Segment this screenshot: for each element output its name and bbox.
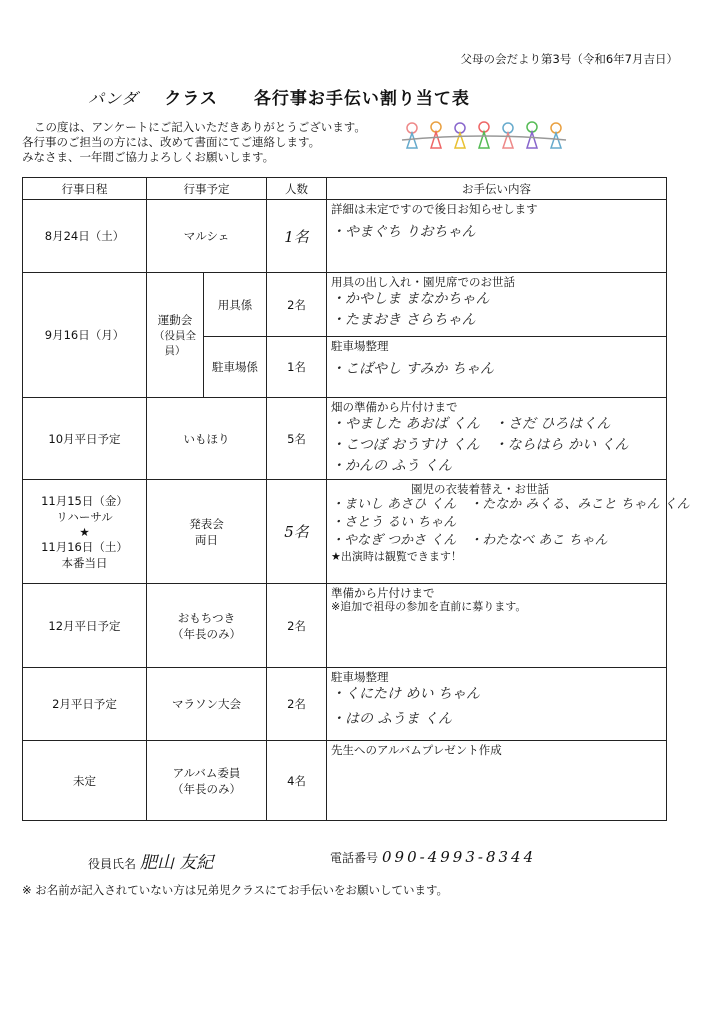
row-task [327, 584, 667, 668]
handwritten-name: ・まいし あさひ くん ・たなか みくる、みこと ちゃん くん [331, 497, 690, 512]
event-name: 発表会 [189, 516, 224, 531]
title-main: 各行事お手伝い割り当て表 [253, 89, 470, 109]
event-sub: 両日 [195, 532, 218, 547]
task-label: 準備から片付けまで [331, 586, 435, 600]
event-sub: （年長のみ） [172, 626, 241, 641]
row-task [327, 337, 667, 398]
row-date: 未定 [23, 741, 147, 821]
header-date: 行事日程 [23, 178, 147, 200]
row-task [327, 273, 667, 337]
table-row [23, 273, 667, 337]
event-name: おもちつき [177, 610, 236, 625]
handwritten-name: ・たまおき さらちゃん [331, 312, 476, 328]
children-illustration [398, 118, 570, 156]
task-label: 用具の出し入れ・園児席でのお世話 [331, 275, 515, 289]
task-label: 畑の準備から片付けまで [331, 400, 458, 414]
handwritten-name: ・やなぎ つかさ くん ・わたなべ あこ ちゃん [331, 533, 608, 548]
child-figure [402, 122, 566, 148]
row-event: マラソン大会 [147, 668, 267, 741]
viewing-note: ★出演時は観覧できます！ [331, 550, 462, 563]
row-date: 9月16日（月） [23, 273, 147, 398]
row-event [147, 741, 267, 821]
row-count: 5名 [267, 480, 327, 584]
table-row [23, 200, 667, 273]
row-role: 用具係 [204, 273, 267, 337]
date-line: 11月15日（金） [41, 493, 128, 508]
row-event: いもほり [147, 398, 267, 480]
table-row [23, 741, 667, 821]
class-label: クラス [164, 89, 218, 109]
row-count: 5名 [267, 398, 327, 480]
handwritten-name: ・はの ふうま くん [331, 711, 452, 727]
row-event [147, 480, 267, 584]
handwritten-name: ・さとう るい ちゃん [331, 515, 457, 530]
header-task: お手伝い内容 [327, 178, 667, 200]
handwritten-name: ・くにたけ めい ちゃん [331, 686, 480, 702]
row-count: 2名 [267, 668, 327, 741]
event-name: アルバム委員 [172, 765, 241, 780]
officer-name: 肥山 友紀 [140, 853, 214, 873]
row-date: 12月平日予定 [23, 584, 147, 668]
assignment-table [22, 177, 690, 821]
handwritten-name: ・かやしま まなかちゃん [331, 291, 490, 307]
task-label: 駐車場整理 [331, 339, 389, 353]
row-task [327, 200, 667, 273]
phone-number: 090-4993-8344 [382, 848, 537, 866]
row-task [327, 741, 667, 821]
row-event [147, 273, 204, 398]
intro-text [22, 120, 366, 165]
date-line: 11月16日（土） [41, 539, 128, 554]
star-icon: ★ [79, 524, 90, 539]
table-row [23, 584, 667, 668]
date-line: 本番当日 [61, 555, 108, 570]
page-title [88, 84, 470, 109]
row-date [23, 480, 147, 584]
class-name-handwritten: パンダ [88, 89, 139, 108]
intro-line-3: みなさま、一年間ご協力よろしくお願いします。 [22, 150, 275, 164]
event-name: 運動会 [157, 313, 193, 327]
event-sub: （役員全員） [154, 330, 196, 357]
row-count: 4名 [267, 741, 327, 821]
officer-signature [88, 848, 213, 873]
task-label: 駐車場整理 [331, 670, 389, 684]
header-row [23, 178, 667, 200]
event-sub: （年長のみ） [172, 781, 241, 796]
row-count: 1名 [267, 337, 327, 398]
handwritten-name: ・かんの ふう くん [331, 458, 452, 474]
row-date: 10月平日予定 [23, 398, 147, 480]
handwritten-name: ・こつぼ おうすけ くん ・ならはら かい くん [331, 437, 629, 453]
header-count: 人数 [267, 178, 327, 200]
table-row [23, 398, 667, 480]
task-label: 詳細は未定ですので後日お知らせします [331, 202, 538, 216]
header-event: 行事予定 [147, 178, 267, 200]
grandmother-note: ※追加で祖母の参加を直前に募ります。 [331, 600, 527, 613]
officer-label: 役員氏名 [88, 857, 137, 871]
date-line: リハーサル [56, 509, 113, 524]
table-row [23, 668, 667, 741]
row-count: 1名 [267, 200, 327, 273]
intro-line-2: 各行事のご担当の方には、改めて書面にてご連絡します。 [22, 135, 321, 149]
issue-line: 父母の会だより第3号（令和6年7月吉日） [460, 52, 678, 66]
intro-line-1: この度は、アンケートにご記入いただきありがとうございます。 [34, 120, 366, 134]
table-row [23, 480, 667, 584]
handwritten-name: ・やまぐち りおちゃん [331, 224, 476, 240]
row-date: 8月24日（土） [23, 200, 147, 273]
row-task [327, 398, 667, 480]
footer-note: ※ お名前が記入されていない方は兄弟児クラスにてお手伝いをお願いしています。 [22, 883, 449, 897]
row-count: 2名 [267, 273, 327, 337]
handwritten-name: ・こばやし すみか ちゃん [331, 361, 494, 377]
row-date: 2月平日予定 [23, 668, 147, 741]
row-count: 2名 [267, 584, 327, 668]
row-event [147, 584, 267, 668]
row-event: マルシェ [147, 200, 267, 273]
task-label: 先生へのアルバムプレゼント作成 [331, 743, 502, 757]
handwritten-name: ・やました あおば くん ・さだ ひろはくん [331, 416, 611, 432]
row-task [327, 668, 667, 741]
task-label: 園児の衣装着替え・お世話 [411, 482, 549, 496]
row-task [327, 480, 690, 584]
phone-label: 電話番号 [330, 851, 379, 865]
phone-field [330, 848, 536, 866]
row-role: 駐車場係 [204, 337, 267, 398]
